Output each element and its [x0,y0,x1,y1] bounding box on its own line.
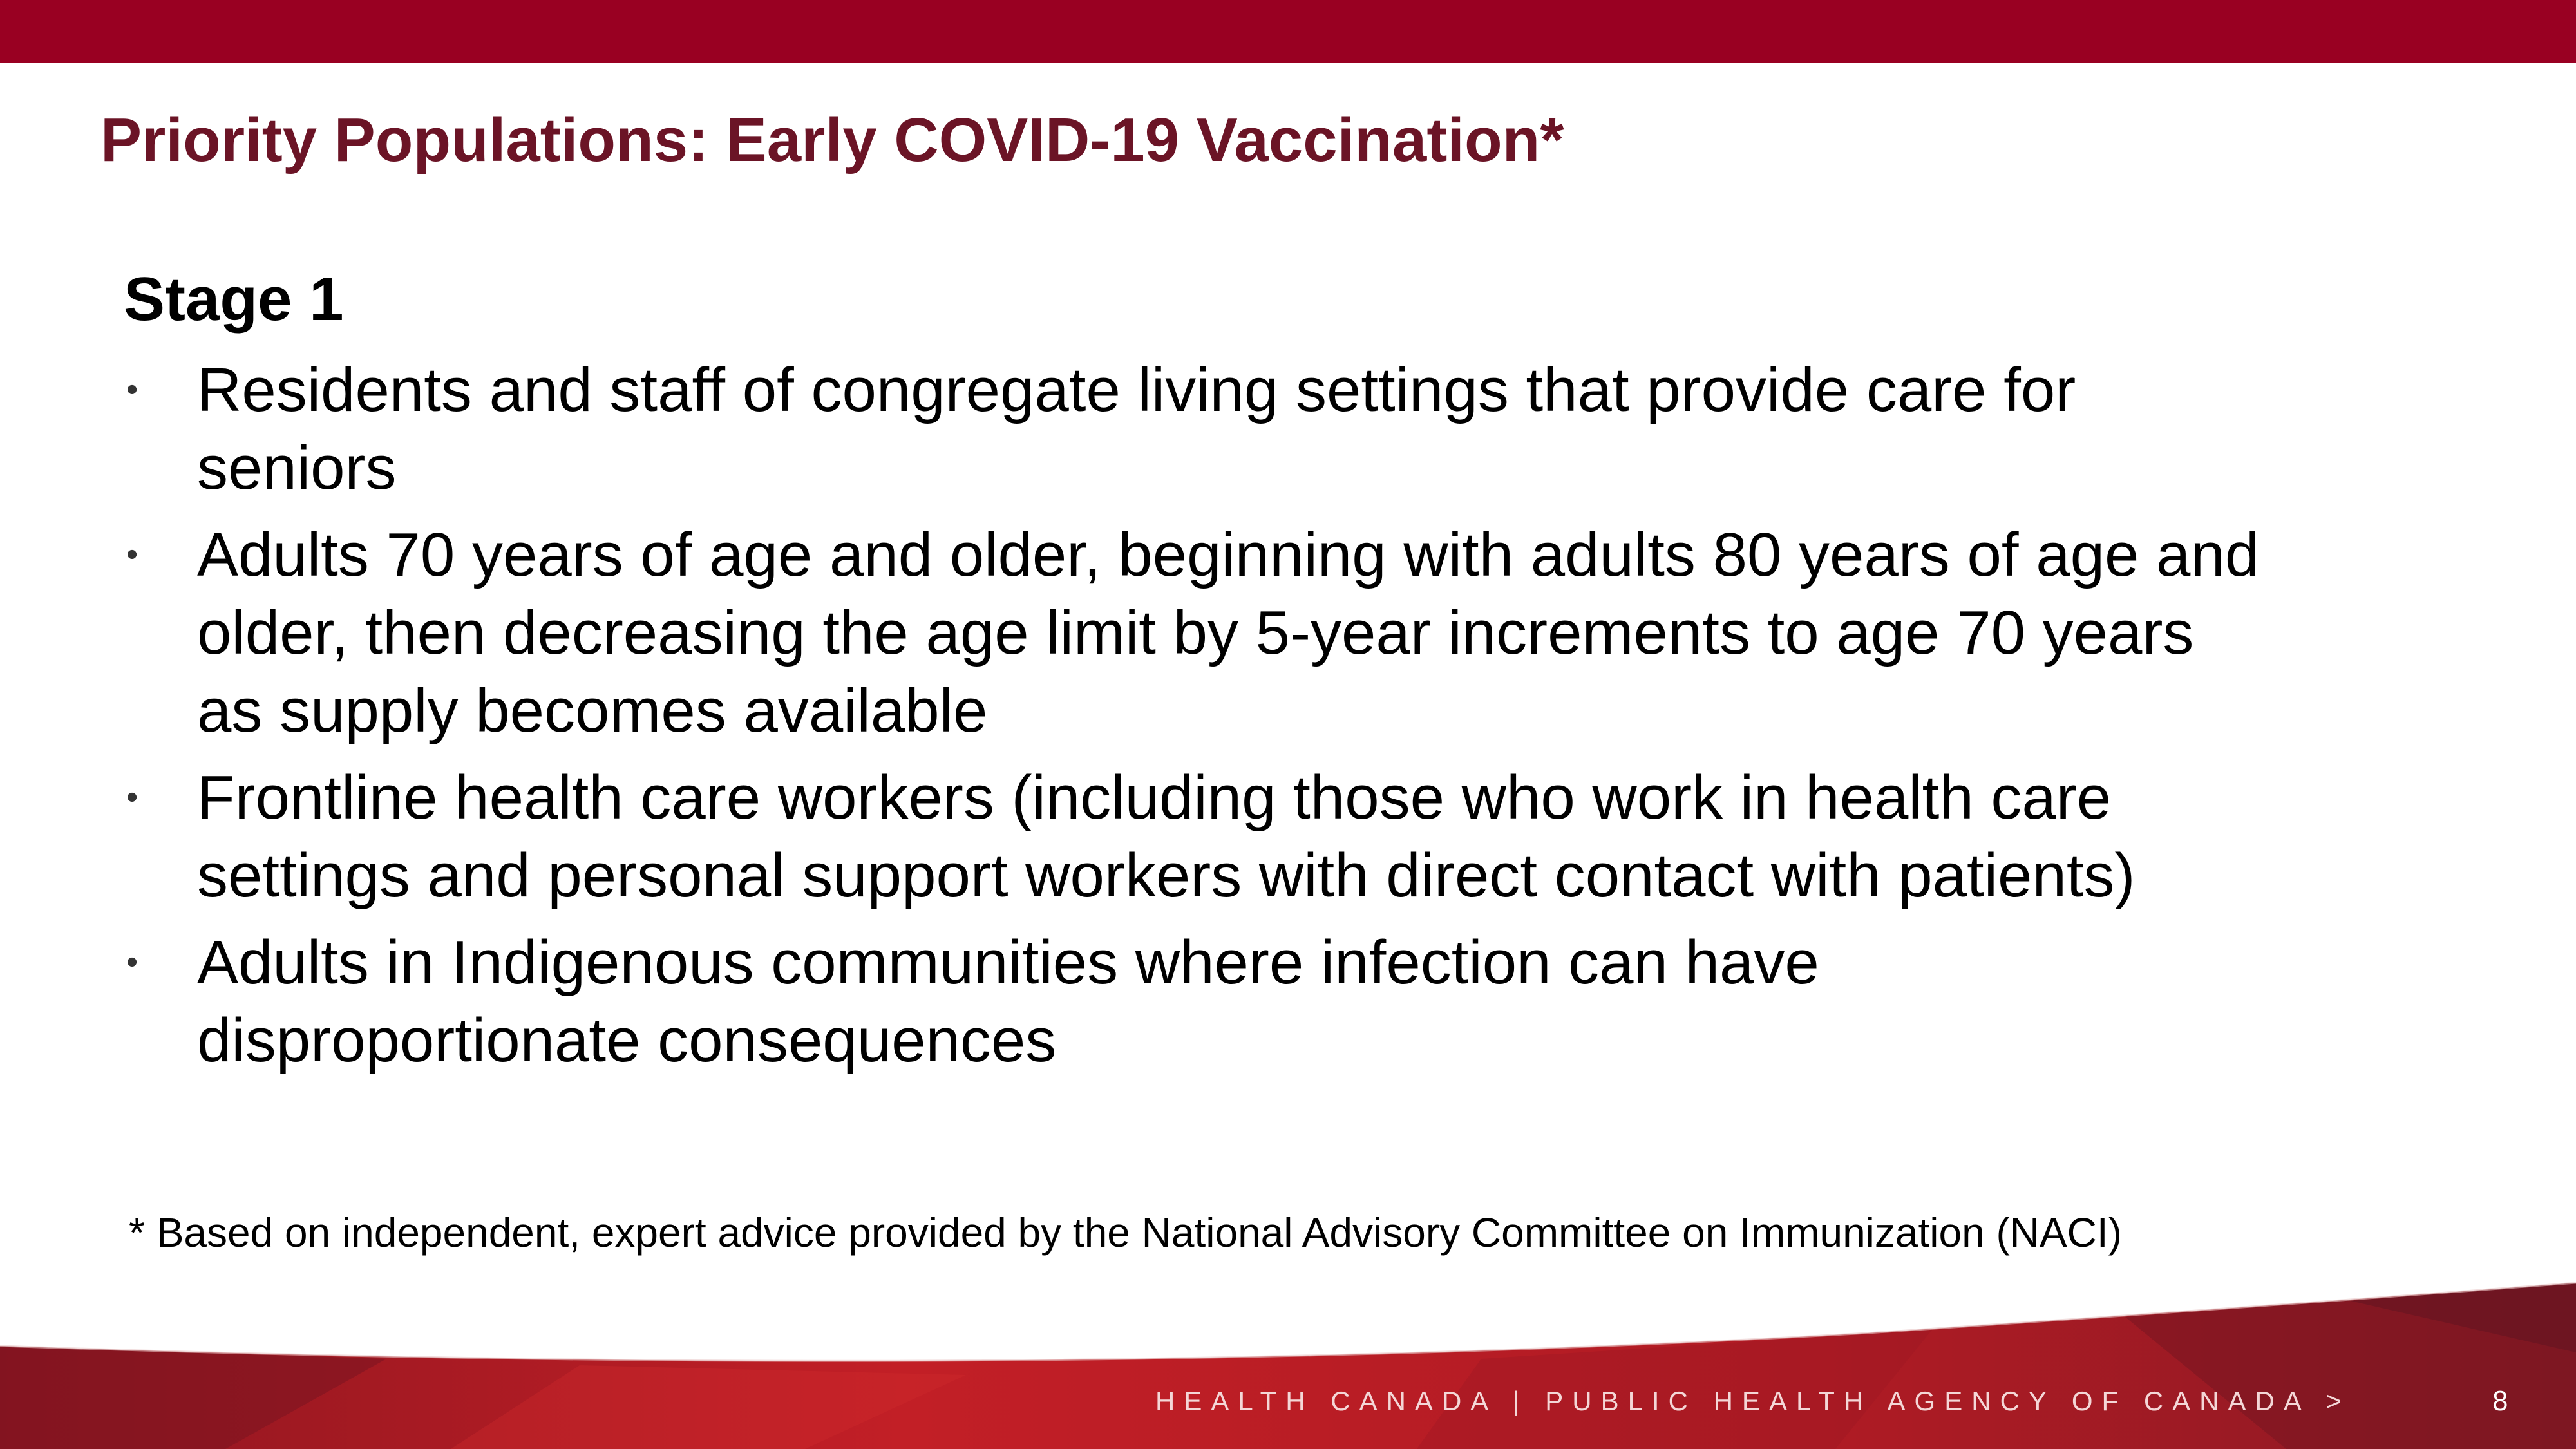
page-number: 8 [2492,1385,2508,1417]
priority-population-list [124,351,2416,1088]
bullet-icon: • [126,536,138,573]
stage-heading: Stage 1 [124,265,344,334]
bullet-icon: • [126,779,138,816]
list-item [124,759,2416,914]
bullet-icon: • [126,943,138,981]
list-item [124,516,2416,750]
list-item-text: Residents and staff of congregate living settings that provide care for seniors [197,355,2076,502]
list-item-text: Frontline health care workers (including those who work in health care settings and personal support workers with direct contact with patients) [197,763,2136,910]
slide-title: Priority Populations: Early COVID-19 Vaccination* [100,106,1564,175]
bullet-icon: • [126,371,138,408]
list-item-text: Adults in Indigenous communities where infection can have disproportionate consequences [197,928,1819,1075]
footer-banner-graphic [0,1262,2576,1449]
list-item [124,351,2416,507]
list-item [124,923,2416,1079]
list-item-text: Adults 70 years of age and older, beginning with adults 80 years of age and older, then decreasing the age limit by 5-year increments to age 70 years as supply becomes available [197,520,2260,745]
top-banner-bar [0,0,2576,63]
footer-agency-text: HEALTH CANADA | PUBLIC HEALTH AGENCY OF CANADA > [1155,1386,2351,1416]
footnote: * Based on independent, expert advice provided by the National Advisory Committee on Immunization (NACI) [129,1209,2122,1256]
